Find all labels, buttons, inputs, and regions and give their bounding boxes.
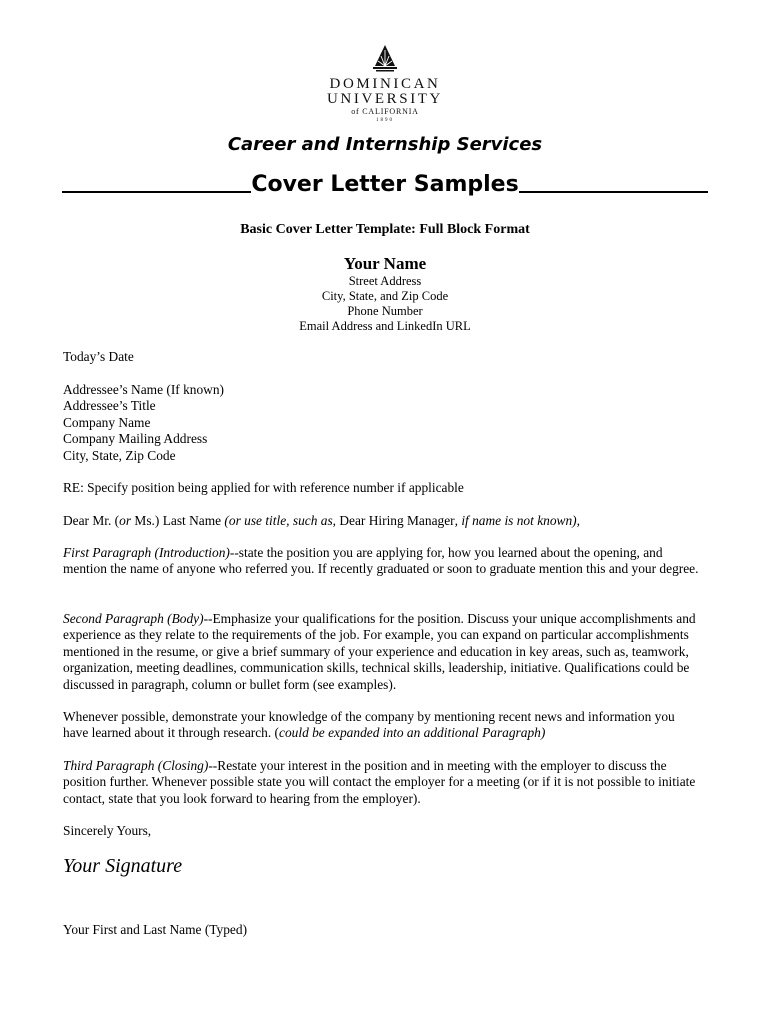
letter-date: Today’s Date (63, 349, 134, 364)
heading-rule-left (62, 191, 251, 193)
services-heading: Career and Internship Services (227, 134, 543, 155)
logo-line-california: of CALIFORNIA (351, 107, 419, 116)
salutation-italic: (or use title, such as (224, 513, 333, 528)
sender-phone: Phone Number (347, 304, 423, 318)
addressee-address: Company Mailing Address (63, 431, 208, 447)
extra-paragraph-text: Whenever possible, demonstrate your knowledge of the company by mentioning recent news and information you have learned about it through research. ( (63, 709, 675, 741)
second-paragraph (63, 611, 703, 693)
first-paragraph (63, 545, 703, 578)
sender-email: Email Address and LinkedIn URL (299, 319, 471, 333)
sender-city: City, State, and Zip Code (321, 289, 449, 303)
samples-title: Cover Letter Samples (251, 172, 519, 197)
extra-paragraph-note: could be expanded into an additional Paragraph) (279, 725, 546, 741)
closing: Sincerely Yours, (63, 823, 152, 838)
addressee-city: City, State, Zip Code (63, 447, 176, 463)
addressee-name: Addressee’s Name (If known) (63, 382, 225, 397)
first-paragraph-label: First Paragraph (Introduction) (63, 545, 230, 560)
sender-street: Street Address (348, 274, 422, 288)
third-paragraph-label: Third Paragraph (Closing) (63, 758, 209, 773)
logo-line-university: UNIVERSITY (327, 91, 443, 107)
first-paragraph-text: --state the position you are applying for, how you learned about the opening, and mention the name of anyone who referred you. If recently graduated or soon to graduate mention this and your degree. (63, 545, 699, 577)
addressee-company: Company Name (63, 414, 151, 430)
re-line: RE: Specify position being applied for with reference number if applicable (63, 480, 464, 495)
template-subtitle: Basic Cover Letter Template: Full Block Format (240, 222, 530, 237)
dome-icon (369, 44, 401, 74)
typed-name: Your First and Last Name (Typed) (63, 922, 248, 937)
third-paragraph-text: --Restate your interest in the position and in meeting with the employer to discuss the position further. Whenever possible state you will contact the employer for a meeting (or if it is not possible to initiate contact, state that you look forward to hearing from the employer). (63, 758, 696, 806)
heading-rule-right (519, 191, 708, 193)
samples-heading (62, 172, 708, 197)
second-paragraph-text: --Emphasize your qualifications for the position. Discuss your unique accomplishments and experience as they relate to the requirements of the job. For example, you can expand on particular accomplishments mentioned in the resume, or give a brief summary of your experience and education in key areas, such as, teamwork, organization, meeting deadlines, communication skills, technical skills, leadership, initiative. Qualifications could be discussed in paragraph, column or bullet form (see examples). (63, 611, 696, 692)
second-paragraph-label: Second Paragraph (Body) (63, 611, 204, 626)
sender-name: Your Name (343, 254, 427, 273)
addressee-block (63, 382, 703, 464)
logo-line-year: 1890 (376, 118, 394, 123)
third-paragraph (63, 758, 703, 807)
salutation-part: Dear Mr. ( (63, 513, 120, 528)
logo-line-dominican: DOMINICAN (329, 76, 441, 92)
signature: Your Signature (63, 855, 183, 877)
salutation-italic: or (119, 513, 132, 528)
salutation-part: , Dear Hiring Manager (332, 513, 455, 528)
salutation (63, 513, 703, 529)
salutation-italic: , if name is not known), (454, 513, 580, 528)
university-logo (0, 44, 770, 124)
salutation-part: Ms.) Last Name (131, 513, 225, 528)
addressee-title: Addressee’s Title (63, 398, 156, 414)
extra-paragraph (63, 709, 703, 742)
sender-block (0, 254, 770, 334)
